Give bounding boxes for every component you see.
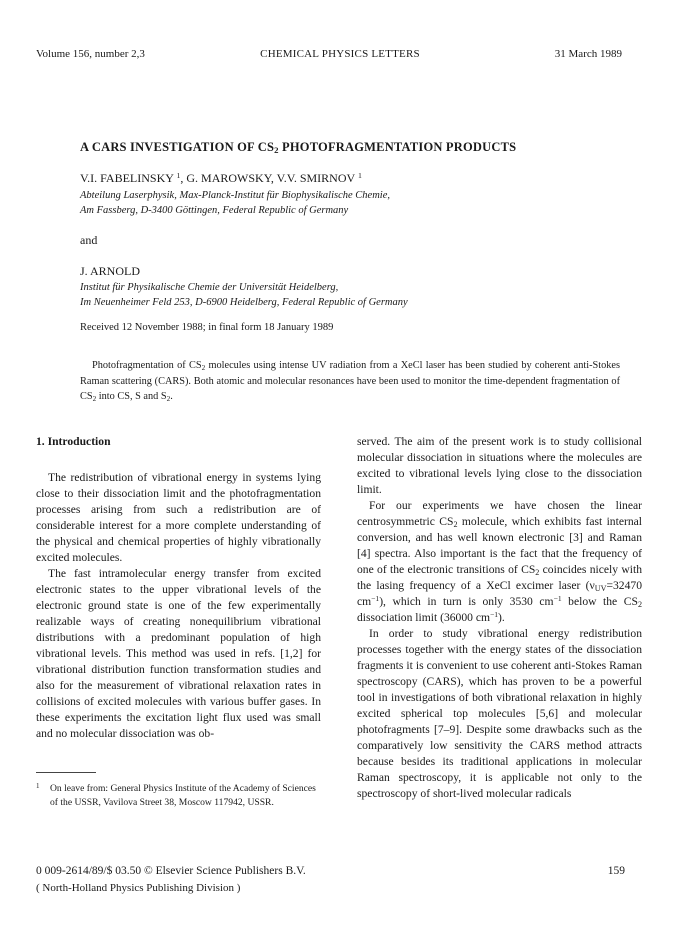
footnote-mark: 1 [36, 782, 40, 790]
volume-number: Volume 156, number 2,3 [36, 48, 145, 60]
authors-line-1: V.I. FABELINSKY $^1$, G. MAROWSKY, V.V. SMIRNOV $^1$ [80, 171, 362, 185]
left-column [36, 434, 321, 742]
footnote-text: On leave from: General Physics Institute of the Academy of Sciences of the USSR, Vavilova Street 38, Moscow 117942, USSR. [50, 783, 316, 808]
authors-line-2: J. ARNOLD [80, 264, 141, 278]
affiliation-1: Abteilung Laserphysik, Max-Planck-Institut für Biophysikalische Chemie, Am Fassberg, D-3400 Göttingen, Federal Republic of Germany [80, 190, 390, 216]
paragraph: The fast intramolecular energy transfer from excited electronic states to the upper vibrational levels of the electronic ground state is one of the few experimentally realizable ways of creating nonequilibrium vibrational distributions with a predominant population of high vibrational levels. This method was used in refs. [1,2] for vibrational distribution function transformation studies and also for the measurement of vibrational relaxation rates in collisions of excited molecules with various buffer gases. In these experiments the excitation light flux used was small and no molecular dissociation was ob- [36, 567, 321, 740]
and-separator: and [80, 233, 98, 247]
issue-date: 31 March 1989 [554, 48, 622, 60]
section-heading: 1. Introduction [36, 435, 111, 448]
right-column [357, 434, 642, 802]
page-number: 159 [607, 865, 625, 877]
journal-name: CHEMICAL PHYSICS LETTERS [260, 48, 420, 60]
affiliation-2: Institut für Physikalische Chemie der Universität Heidelberg, Im Neuenheimer Feld 253, D-6900 Heidelberg, Federal Republic of Germany [80, 282, 408, 308]
issn-line: 0 009-2614/89/$ 03.50 © Elsevier Science Publishers B.V. [36, 865, 306, 877]
paragraph: In order to study vibrational energy redistribution processes together with the energy states of the dissociation fragments it is convenient to use coherent anti-Stokes Raman spectroscopy (CARS), which has proven to be a powerful tool in investigations of both vibrational relaxation in highly excited spherical top molecules [5,6] and molecular photofragments [7–9]. Despite some drawbacks such as the comparatively low sensitivity the CARS method attracts because besides its traditional applications in molecular Raman spectroscopy, it is applicable not only to the spectroscopy of short-lived molecular radicals [357, 627, 642, 800]
article-title: A CARS INVESTIGATION OF $CS_2$ PHOTOFRAGMENTATION PRODUCTS [80, 140, 517, 155]
paragraph: The redistribution of vibrational energy in systems lying close to their dissociation limit and the photofragmentation processes arising from such a redistribution are of considerable interest for a more complete understanding of the physical and chemical properties of highly vibrationally excited molecules. [36, 471, 321, 564]
footnote-divider [36, 772, 96, 773]
footnote [36, 782, 321, 810]
abstract: Photofragmentation of $CS_2$ molecules using intense UV radiation from a XeCl laser has been studied by coherent anti-Stokes Raman scattering (CARS). Both atomic and molecular resonances have been used to monitor the time-dependent fragmentation of $CS_2$ into CS, S and $S_2$. [80, 360, 620, 403]
publisher-division: ( North-Holland Physics Publishing Division ) [36, 882, 241, 894]
paragraph: served. The aim of the present work is to study collisional molecular dissociation in situations where the molecules are excited to vibrational levels lying close to the dissociation limit. [357, 435, 642, 496]
paragraph: For our experiments we have chosen the linear centrosymmetric $CS_2$ molecule, which exhibits fast internal conversion, and has well known electronic [3] and Raman [4] spectra. Also important is the fact that the frequency of one of the electronic transitions of $CS_2$ coincides nicely with the lasing frequency of a XeCl excimer laser ($\nu_{UV}=32470$ $cm^{-1}$), which in turn is only 3530 $cm^{-1}$ below the $CS_2$ dissociation limit (36000 $cm^{-1}$). [357, 499, 643, 624]
received-dates: Received 12 November 1988; in final form 18 January 1989 [80, 322, 334, 333]
